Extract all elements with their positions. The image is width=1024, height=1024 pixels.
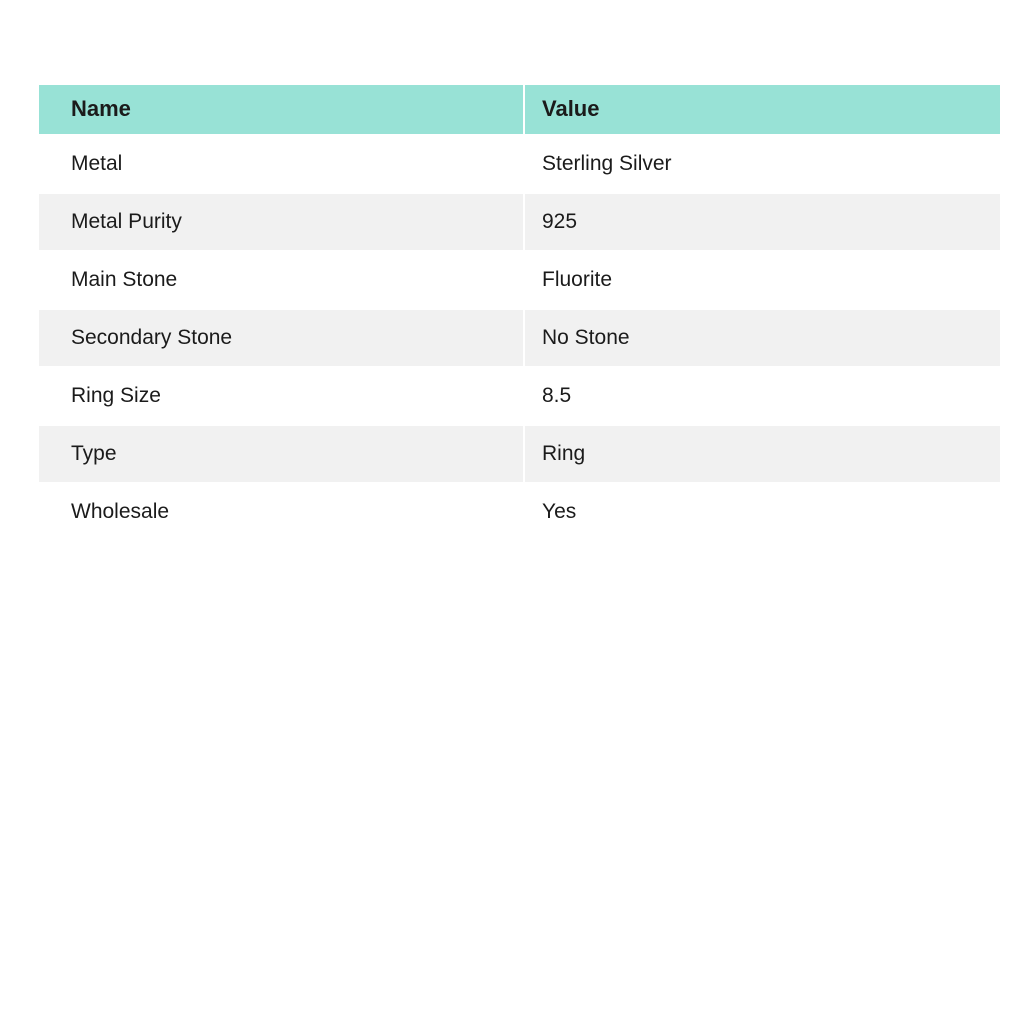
column-header-value: Value xyxy=(524,84,1001,135)
attribute-name-cell: Metal Purity xyxy=(38,193,524,251)
table-row xyxy=(38,425,1001,483)
table-row xyxy=(38,483,1001,541)
attribute-value-cell: Sterling Silver xyxy=(524,135,1001,193)
attribute-name-cell: Secondary Stone xyxy=(38,309,524,367)
column-header-name: Name xyxy=(38,84,524,135)
attribute-name-cell: Metal xyxy=(38,135,524,193)
table-row xyxy=(38,367,1001,425)
table-header-row xyxy=(38,84,1001,135)
attribute-value-cell: 8.5 xyxy=(524,367,1001,425)
attribute-name-cell: Main Stone xyxy=(38,251,524,309)
attribute-name-cell: Wholesale xyxy=(38,483,524,541)
attribute-name-cell: Type xyxy=(38,425,524,483)
attribute-name-cell: Ring Size xyxy=(38,367,524,425)
attribute-value-cell: Fluorite xyxy=(524,251,1001,309)
table-row xyxy=(38,135,1001,193)
attribute-value-cell: No Stone xyxy=(524,309,1001,367)
product-attributes-table xyxy=(37,83,1002,542)
table-row xyxy=(38,251,1001,309)
attribute-value-cell: 925 xyxy=(524,193,1001,251)
table-row xyxy=(38,309,1001,367)
attribute-value-cell: Yes xyxy=(524,483,1001,541)
table-row xyxy=(38,193,1001,251)
attribute-value-cell: Ring xyxy=(524,425,1001,483)
